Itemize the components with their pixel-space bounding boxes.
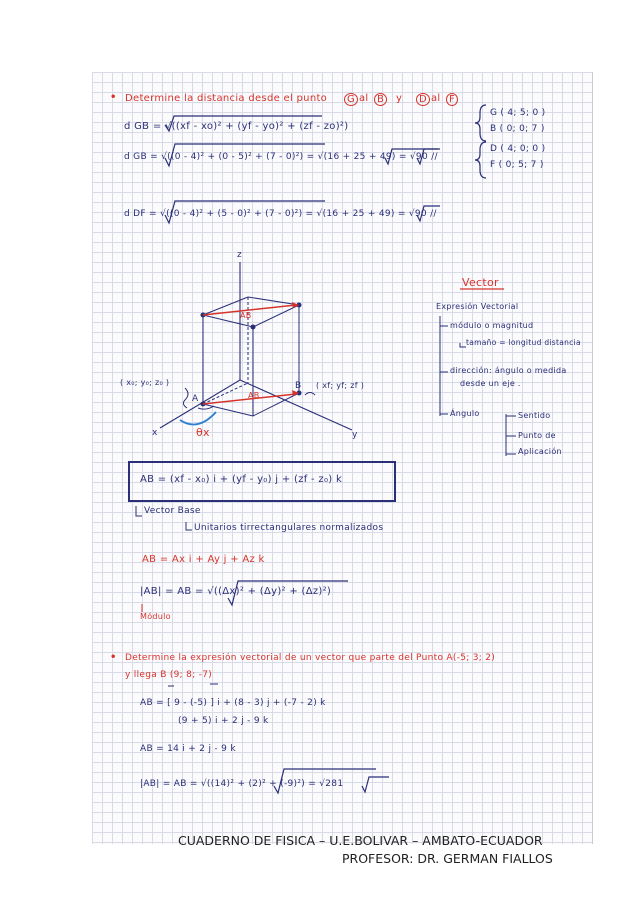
vector-title: Vector [462, 276, 499, 289]
direccion-detail: desde un eje . [460, 379, 521, 388]
vector-base-note: Vector Base [144, 506, 201, 516]
bullet-1: • [110, 92, 117, 103]
point-coords-b: B ( 0; 0; 7 ) [490, 124, 545, 134]
main-vector-formula: AB = (xf - x₀) i + (yf - y₀) j + (zf - z₀) k [140, 474, 343, 485]
problem2-statement-2: y llega B (9; 8; -7) [125, 670, 213, 680]
word-al-2: al [431, 93, 441, 104]
problem2-line1: AB = [ 9 - (-5) ] i + (8 - 3) j + (-7 - 2) k [140, 698, 326, 708]
coords-b-label: ( xf; yf; zf ) [316, 381, 365, 390]
problem2-line3: AB = 14 i + 2 j - 9 k [140, 744, 236, 754]
point-f: F [446, 93, 458, 106]
point-a-label: A [192, 394, 199, 404]
distance-formula: d GB = √((xf - xo)² + (yf - yo)² + (zf - zo)²) [124, 121, 349, 132]
direccion-label: dirección: ángulo o medida [450, 366, 567, 375]
bullet-2: • [110, 652, 117, 663]
aplicacion-label: Aplicación [518, 447, 562, 456]
modulo-label: módulo o magnitud [450, 321, 534, 330]
footer-line-1: CUADERNO DE FISICA – U.E.BOLIVAR – AMBATO-ECUADOR [178, 833, 543, 848]
unitarios-note: Unitarios tirrectangulares normalizados [194, 523, 384, 533]
word-al: al [359, 93, 369, 104]
point-coords-f: F ( 0; 5; 7 ) [490, 160, 544, 170]
problem2-statement: Determine la expresión vectorial de un vector que parte del Punto A(-5; 3; 2) [125, 653, 496, 663]
footer-line-2: PROFESOR: DR. GERMAN FIALLOS [342, 851, 553, 866]
distance-calc-df: d DF = √((0 - 4)² + (5 - 0)² + (7 - 0)²) = √(16 + 25 + 49) = √90 // [124, 209, 437, 219]
module-label: Módulo [140, 612, 171, 621]
word-y: y [396, 93, 403, 104]
vector-expression-label: Expresión Vectorial [436, 302, 519, 311]
problem2-line4: |AB| = AB = √((14)² + (2)² + (-9)²) = √281 [140, 779, 344, 789]
problem1-statement: Determine la distancia desde el punto [125, 93, 328, 104]
distance-calc-gb: d GB = √((0 - 4)² + (0 - 5)² + (7 - 0)²) = √(16 + 25 + 49) = √90 // [124, 152, 438, 162]
point-coords-d: D ( 4; 0; 0 ) [490, 144, 546, 154]
point-b-label: B [295, 381, 302, 391]
problem2-line2: (9 + 5) i + 2 j - 9 k [178, 716, 269, 726]
coords-a-label: ( x₀; y₀; z₀ ) [120, 378, 170, 387]
component-formula: AB = Ax i + Ay j + Az k [142, 554, 265, 565]
module-formula: |AB| = AB = √((Δx)² + (Δy)² + (Δz)²) [140, 586, 332, 597]
angulo-label: Ángulo [450, 409, 480, 418]
tamano-label: tamaño = longitud distancia [466, 338, 581, 347]
point-g: G [344, 93, 358, 106]
punto-label: Punto de [518, 431, 556, 440]
point-coords-g: G ( 4; 5; 0 ) [490, 108, 546, 118]
angle-theta-x-label: θx [196, 426, 210, 439]
point-d: D [416, 93, 430, 106]
axis-x-label: x [152, 428, 158, 438]
vector-ab-mid-label: AB [248, 391, 260, 400]
sentido-label: Sentido [518, 411, 551, 420]
vector-ab-top-label: AB [240, 311, 252, 320]
point-b: B [374, 93, 387, 106]
axis-z-label: z [237, 250, 243, 260]
axis-y-label: y [352, 430, 358, 440]
